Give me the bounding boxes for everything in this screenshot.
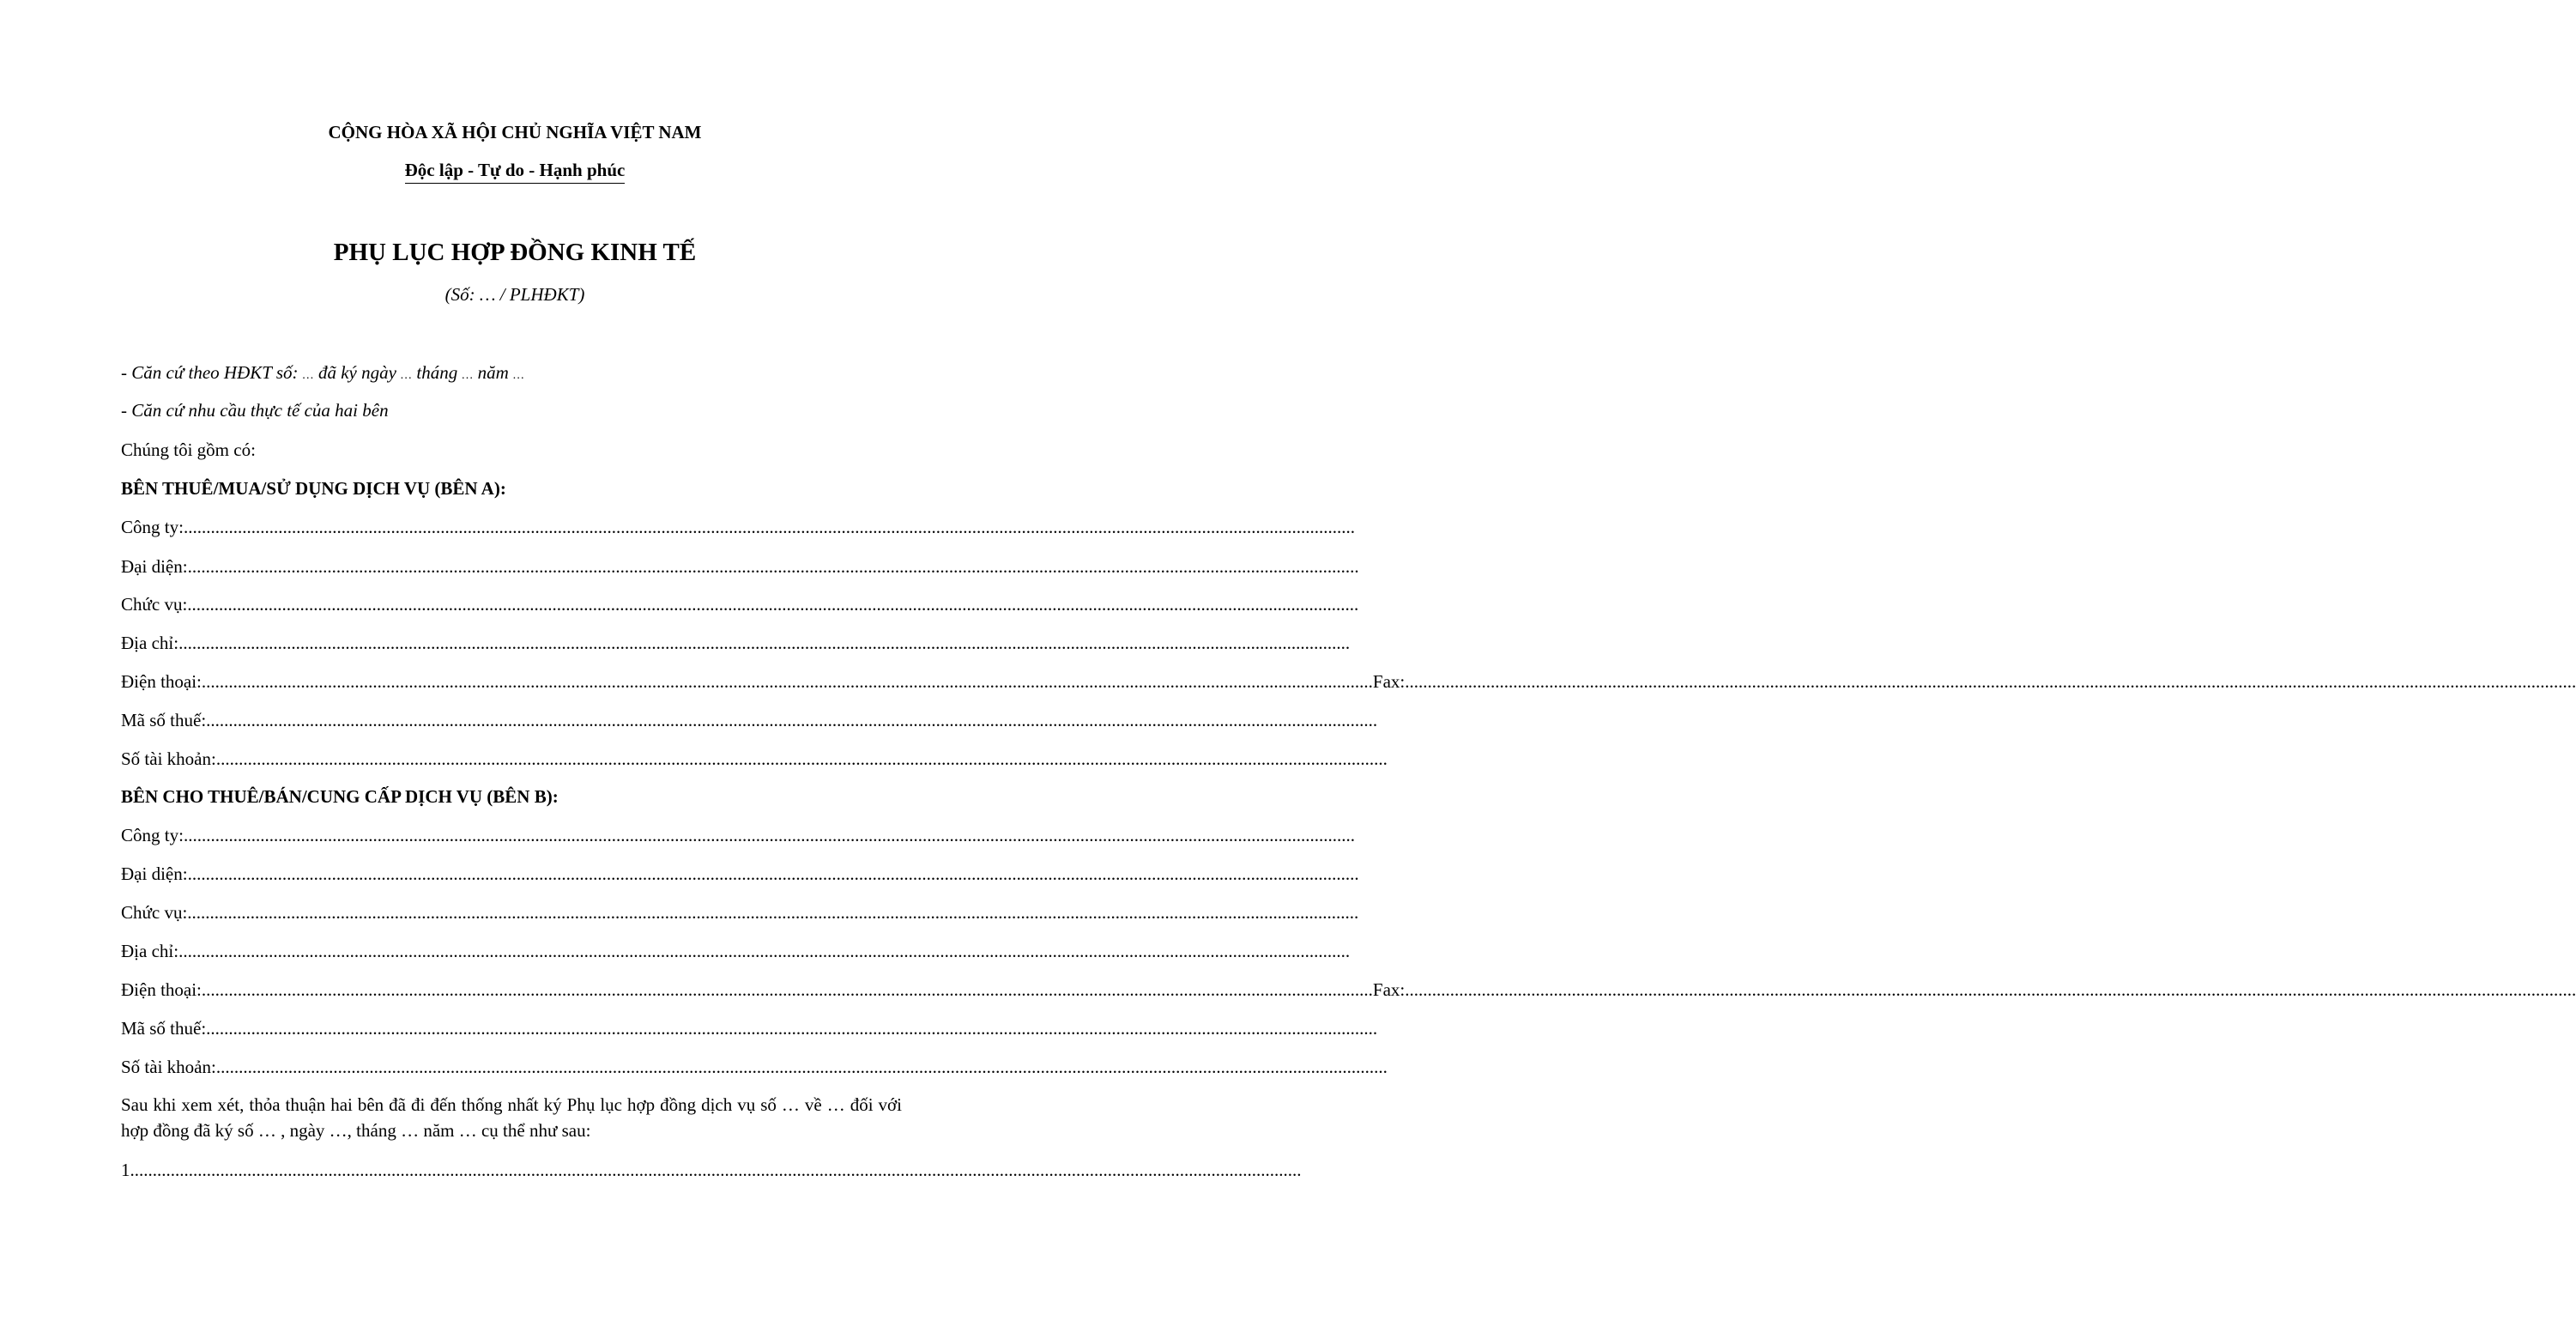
basis-contract-text-4: năm bbox=[473, 362, 514, 383]
party-b-position-field[interactable] bbox=[121, 902, 1359, 924]
party-b-fax-blank[interactable]: .................................................................................................................................................................................................................................................................... bbox=[1405, 979, 2576, 1000]
party-a-position-blank[interactable]: .................................................................................................................................................................................................................................................................... bbox=[187, 594, 1359, 615]
intro-line: Chúng tôi gồm có: bbox=[121, 439, 256, 460]
motto-wrapper bbox=[0, 160, 1030, 184]
party-b-tax-code-blank[interactable]: .................................................................................................................................................................................................................................................................... bbox=[206, 1018, 1378, 1039]
party-a-position-field[interactable] bbox=[121, 594, 1359, 615]
basis-contract-text-3: tháng bbox=[412, 362, 463, 383]
party-a-phone-label: Điện thoại: bbox=[121, 671, 202, 692]
party-a-company-blank[interactable]: .................................................................................................................................................................................................................................................................... bbox=[183, 517, 1355, 537]
national-header: CỘNG HÒA XÃ HỘI CHỦ NGHĨA VIỆT NAM bbox=[328, 122, 702, 142]
party-b-phone-blank[interactable]: .................................................................................................................................................................................................................................................................... bbox=[201, 979, 1373, 1000]
party-b-fax-label: Fax: bbox=[1372, 979, 1406, 1000]
party-a-account-label: Số tài khoản: bbox=[121, 748, 216, 769]
party-a-phone-blank[interactable]: .................................................................................................................................................................................................................................................................... bbox=[201, 671, 1373, 692]
clause-1-field[interactable] bbox=[121, 1160, 1302, 1181]
basis-contract-text-2: đã ký ngày bbox=[313, 362, 402, 383]
party-b-representative-blank[interactable]: .................................................................................................................................................................................................................................................................... bbox=[187, 863, 1359, 884]
party-b-company-field[interactable] bbox=[121, 825, 1355, 846]
party-a-address-blank[interactable]: .................................................................................................................................................................................................................................................................... bbox=[178, 633, 1351, 653]
basis-contract-line bbox=[121, 362, 524, 384]
party-a-representative-blank[interactable]: .................................................................................................................................................................................................................................................................... bbox=[187, 556, 1359, 577]
party-b-tax-code-field[interactable] bbox=[121, 1018, 1378, 1039]
party-a-address-field[interactable] bbox=[121, 633, 1351, 654]
party-b-tax-code-label: Mã số thuế: bbox=[121, 1018, 207, 1039]
party-a-company-field[interactable] bbox=[121, 517, 1355, 538]
party-a-fax-blank[interactable]: .................................................................................................................................................................................................................................................................... bbox=[1405, 671, 2576, 692]
party-b-company-blank[interactable]: .................................................................................................................................................................................................................................................................... bbox=[183, 825, 1355, 845]
party-a-representative-field[interactable] bbox=[121, 556, 1359, 578]
party-b-position-label: Chức vụ: bbox=[121, 902, 188, 923]
blank-contract-number[interactable]: … bbox=[302, 369, 314, 382]
party-a-representative-label: Đại diện: bbox=[121, 556, 188, 577]
party-b-phone-fax-field[interactable] bbox=[121, 979, 2576, 1001]
party-b-phone-label: Điện thoại: bbox=[121, 979, 202, 1000]
party-a-tax-code-blank[interactable]: .................................................................................................................................................................................................................................................................... bbox=[206, 710, 1378, 730]
party-b-address-label: Địa chỉ: bbox=[121, 941, 179, 961]
party-b-position-blank[interactable]: .................................................................................................................................................................................................................................................................... bbox=[187, 902, 1359, 923]
agreement-paragraph: Sau khi xem xét, thỏa thuận hai bên đã đi đến thống nhất ký Phụ lục hợp đồng dịch vụ số … về … đối với hợp đồng đã ký số … , ngày …, tháng … năm … cụ thể như sau: bbox=[121, 1094, 902, 1141]
document-title: PHỤ LỤC HỢP ĐỒNG KINH TẾ bbox=[333, 239, 697, 266]
basis-needs-line: - Căn cứ nhu cầu thực tế của hai bên bbox=[121, 400, 389, 421]
blank-sign-day[interactable]: … bbox=[401, 369, 413, 382]
party-a-account-field[interactable] bbox=[121, 748, 1388, 770]
party-a-fax-label: Fax: bbox=[1372, 671, 1406, 692]
party-a-company-label: Công ty: bbox=[121, 517, 184, 537]
document-number: (Số: … / PLHĐKT) bbox=[444, 284, 585, 305]
party-a-account-blank[interactable]: .................................................................................................................................................................................................................................................................... bbox=[215, 748, 1388, 769]
party-a-address-label: Địa chỉ: bbox=[121, 633, 179, 653]
party-b-company-label: Công ty: bbox=[121, 825, 184, 845]
party-b-address-blank[interactable]: .................................................................................................................................................................................................................................................................... bbox=[178, 941, 1351, 961]
party-b-heading: BÊN CHO THUÊ/BÁN/CUNG CẤP DỊCH VỤ (BÊN B): bbox=[121, 786, 559, 807]
party-b-account-field[interactable] bbox=[121, 1057, 1388, 1078]
party-b-address-field[interactable] bbox=[121, 941, 1351, 962]
party-b-representative-field[interactable] bbox=[121, 863, 1359, 885]
party-a-phone-fax-field[interactable] bbox=[121, 671, 2576, 693]
blank-sign-month[interactable]: … bbox=[462, 369, 474, 382]
party-b-account-label: Số tài khoản: bbox=[121, 1057, 216, 1077]
party-a-heading: BÊN THUÊ/MUA/SỬ DỤNG DỊCH VỤ (BÊN A): bbox=[121, 478, 506, 499]
blank-sign-year[interactable]: … bbox=[513, 369, 525, 382]
clause-1-number: 1 bbox=[121, 1160, 130, 1180]
party-a-position-label: Chức vụ: bbox=[121, 594, 188, 615]
party-a-tax-code-label: Mã số thuế: bbox=[121, 710, 207, 730]
party-a-tax-code-field[interactable] bbox=[121, 710, 1378, 731]
clause-1-blank[interactable]: .................................................................................................................................................................................................................................................................... bbox=[130, 1160, 1302, 1180]
party-b-representative-label: Đại diện: bbox=[121, 863, 188, 884]
party-b-account-blank[interactable]: .................................................................................................................................................................................................................................................................... bbox=[215, 1057, 1388, 1077]
basis-contract-text-1: - Căn cứ theo HĐKT số: bbox=[121, 362, 303, 383]
national-motto: Độc lập - Tự do - Hạnh phúc bbox=[405, 160, 626, 184]
